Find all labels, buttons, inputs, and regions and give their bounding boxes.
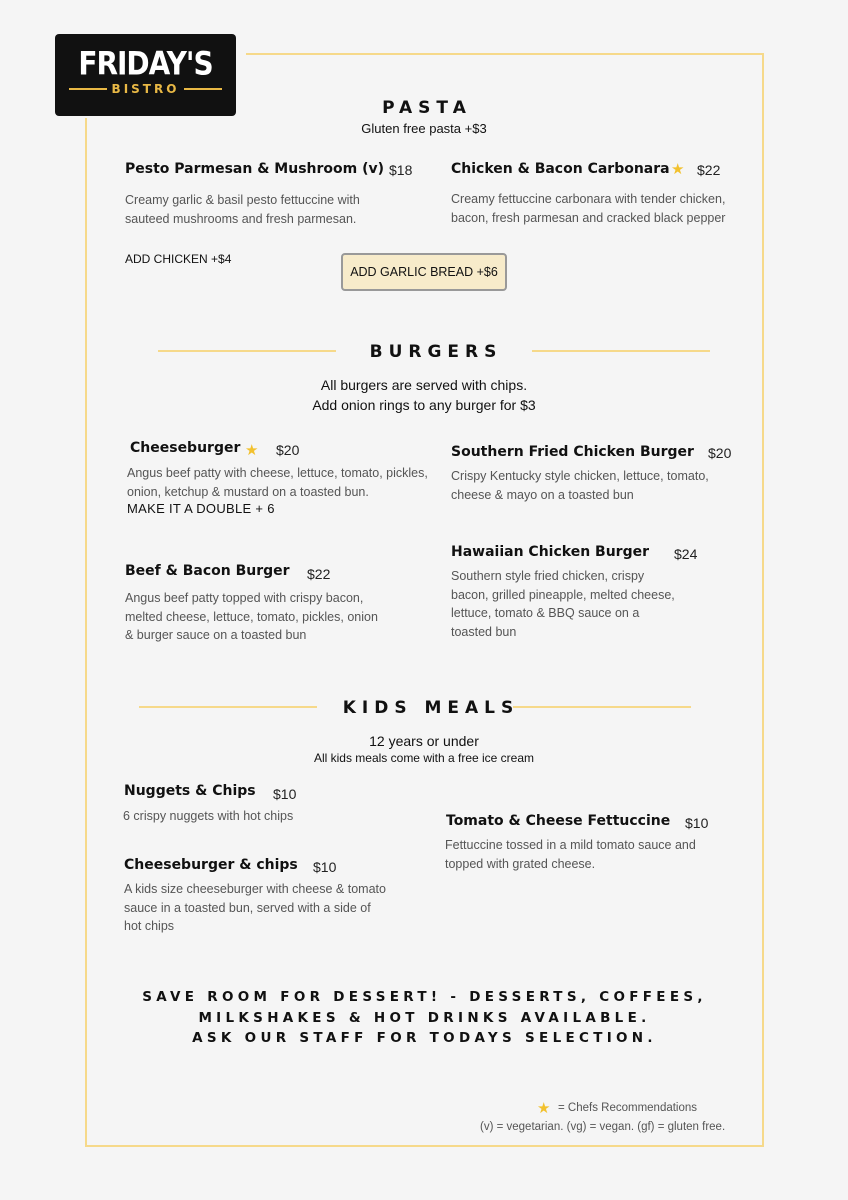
burger-item-desc: Southern style fried chicken, crispy bacon, grilled pineapple, melted cheese, lettuce, tomato & BBQ sauce on a toasted bun: [451, 569, 675, 639]
pasta-item-desc: Creamy garlic & basil pesto fettuccine with sauteed mushrooms and fresh parmesan.: [125, 193, 360, 226]
pasta-item-desc: Creamy fettuccine carbonara with tender chicken, bacon, fresh parmesan and cracked black pepper: [451, 192, 726, 225]
kids-item-desc: 6 crispy nuggets with hot chips: [123, 809, 294, 823]
burger-item-price: $24: [674, 546, 698, 562]
pasta-item-name: Pesto Parmesan & Mushroom (v): [125, 161, 385, 177]
burger-item-name: Southern Fried Chicken Burger: [451, 444, 694, 460]
burgers-heading: BURGERS: [369, 342, 503, 362]
kids-item-desc: Fettuccine tossed in a mild tomato sauce and topped with grated cheese.: [445, 838, 696, 871]
kids-note: All kids meals come with a free ice cream: [313, 751, 535, 765]
double-patty-note: MAKE IT A DOUBLE + 6: [127, 501, 275, 516]
burger-item-name: Beef & Bacon Burger: [125, 563, 290, 579]
pasta-item-name: Chicken & Bacon Carbonara: [451, 161, 670, 177]
star-icon: ★: [245, 441, 259, 459]
burgers-note: Add onion rings to any burger for $3: [312, 397, 536, 413]
dessert-banner: [85, 987, 764, 1049]
star-icon: ★: [537, 1099, 551, 1117]
burger-item-name: Hawaiian Chicken Burger: [451, 544, 650, 560]
legend-diet: (v) = vegetarian. (vg) = vegan. (gf) = gluten free.: [480, 1121, 726, 1133]
kids-heading: KIDS MEALS: [342, 698, 520, 718]
logo-subtitle: BISTRO: [111, 82, 180, 96]
kids-item-price: $10: [313, 859, 337, 875]
burger-item-desc: Angus beef patty with cheese, lettuce, tomato, pickles, onion, ketchup & mustard on a toasted bun.: [127, 466, 428, 499]
kids-item-name: Tomato & Cheese Fettuccine: [446, 813, 671, 829]
add-chicken-note: ADD CHICKEN +$4: [125, 252, 232, 266]
kids-item-price: $10: [273, 786, 297, 802]
burger-item-price: $20: [708, 445, 732, 461]
kids-item-price: $10: [685, 815, 709, 831]
pasta-item-price: $22: [697, 162, 721, 178]
garlic-bread-badge: ADD GARLIC BREAD +$6: [341, 253, 507, 291]
burger-item-desc: Crispy Kentucky style chicken, lettuce, tomato, cheese & mayo on a toasted bun: [451, 469, 709, 502]
burger-item-price: $20: [276, 442, 300, 458]
burger-item-desc: Angus beef patty topped with crispy bacon, melted cheese, lettuce, tomato, pickles, onion & burger sauce on a toasted bun: [125, 591, 378, 642]
dessert-line: MILKSHAKES & HOT DRINKS AVAILABLE.: [198, 1009, 651, 1026]
logo-line-right: [184, 88, 222, 90]
logo-line-left: [69, 88, 107, 90]
dessert-line: SAVE ROOM FOR DESSERT! - DESSERTS, COFFEES,: [142, 989, 707, 1005]
kids-note: 12 years or under: [369, 733, 479, 749]
pasta-item-price: $18: [389, 162, 413, 178]
burger-item-name: Cheeseburger: [130, 440, 241, 456]
pasta-heading: PASTA: [382, 98, 472, 118]
kids-item-name: Nuggets & Chips: [124, 783, 256, 799]
kids-item-name: Cheeseburger & chips: [124, 857, 298, 873]
burger-item-price: $22: [307, 566, 331, 582]
logo-title: FRIDAY'S: [78, 44, 213, 83]
pasta-note: Gluten free pasta +$3: [361, 121, 487, 136]
burgers-note: All burgers are served with chips.: [320, 377, 528, 393]
kids-item-desc: A kids size cheeseburger with cheese & tomato sauce in a toasted bun, served with a side of hot chips: [124, 882, 386, 933]
star-icon: ★: [671, 160, 685, 178]
legend-chefs: = Chefs Recommendations: [558, 1102, 698, 1114]
dessert-line: ASK OUR STAFF FOR TODAYS SELECTION.: [192, 1030, 657, 1046]
